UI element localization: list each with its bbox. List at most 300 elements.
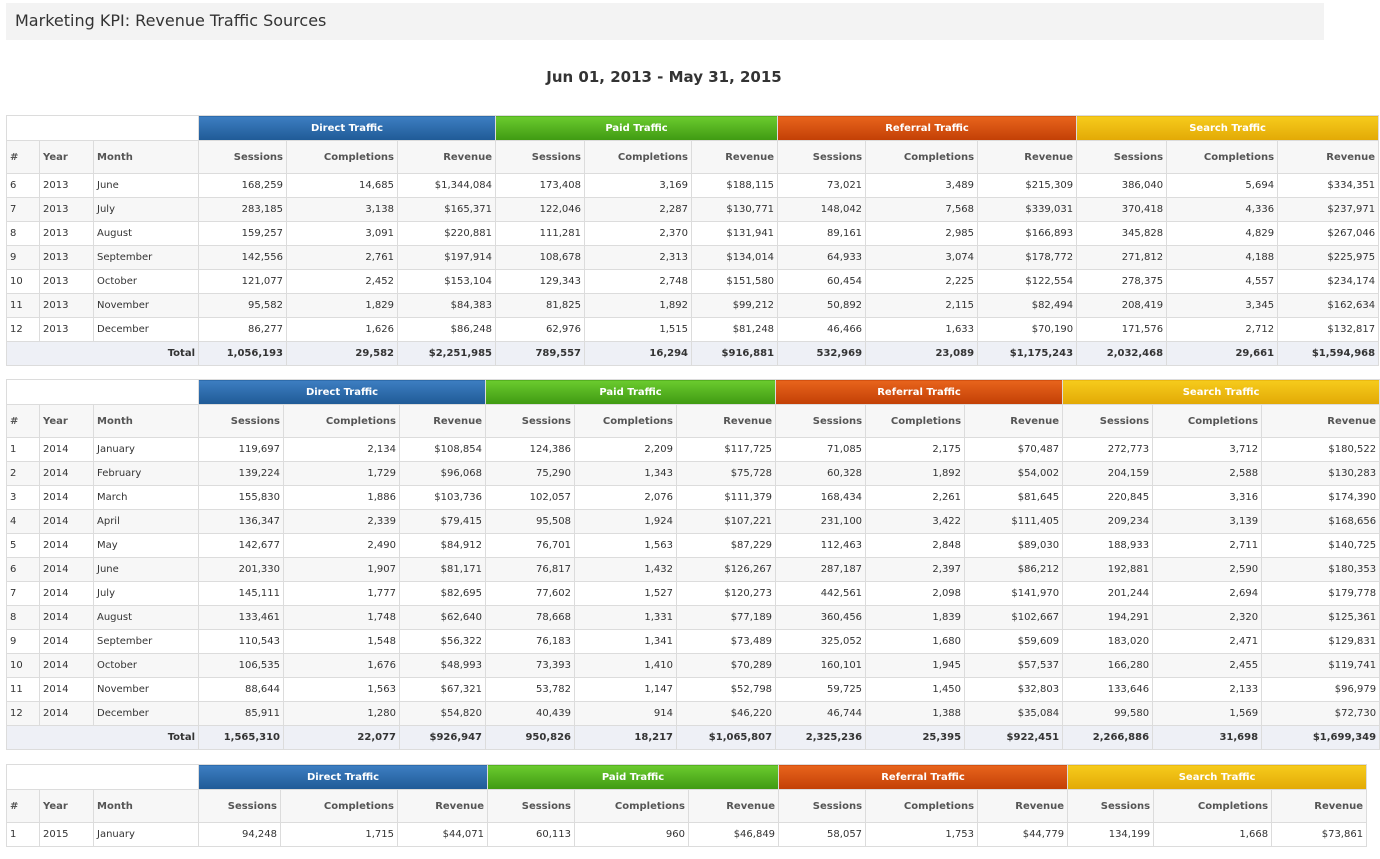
column-header-number[interactable]: # [7, 790, 40, 823]
column-header-sessions[interactable]: Sessions [496, 141, 585, 174]
table-cell: 1,563 [284, 678, 400, 702]
group-header-search-traffic: Search Traffic [1068, 765, 1367, 790]
table-cell: 3,139 [1153, 510, 1262, 534]
total-cell: $916,881 [692, 342, 778, 366]
table-cell: 8 [7, 606, 40, 630]
table-cell: 160,101 [776, 654, 866, 678]
table-cell: January [94, 823, 199, 847]
column-header-number[interactable]: # [7, 141, 40, 174]
table-row [7, 294, 1379, 318]
table-cell: 2014 [40, 462, 94, 486]
column-header-completions[interactable]: Completions [575, 405, 677, 438]
column-header-sessions[interactable]: Sessions [778, 141, 866, 174]
table-cell: $44,071 [398, 823, 488, 847]
table-cell: $237,971 [1278, 198, 1379, 222]
table-cell: October [94, 654, 199, 678]
table-cell: 2,209 [575, 438, 677, 462]
column-header-revenue[interactable]: Revenue [677, 405, 776, 438]
table-cell: 283,185 [199, 198, 287, 222]
table-cell: 134,199 [1068, 823, 1154, 847]
table-cell: 4,557 [1167, 270, 1278, 294]
table-cell: $72,730 [1262, 702, 1380, 726]
table-cell: $339,031 [978, 198, 1077, 222]
column-header-number[interactable]: # [7, 405, 40, 438]
total-label: Total [7, 342, 199, 366]
table-cell: 2,134 [284, 438, 400, 462]
total-cell: 16,294 [585, 342, 692, 366]
table-cell: 73,393 [486, 654, 575, 678]
table-cell: 183,020 [1063, 630, 1153, 654]
table-cell: 188,933 [1063, 534, 1153, 558]
column-header-revenue[interactable]: Revenue [978, 141, 1077, 174]
column-header-revenue[interactable]: Revenue [692, 141, 778, 174]
table-cell: September [94, 630, 199, 654]
table-cell: $1,344,084 [398, 174, 496, 198]
table-cell: 1,715 [281, 823, 398, 847]
table-cell: 345,828 [1077, 222, 1167, 246]
total-cell: $1,065,807 [677, 726, 776, 750]
total-cell: 1,565,310 [199, 726, 284, 750]
table-cell: 110,543 [199, 630, 284, 654]
table-cell: 4,188 [1167, 246, 1278, 270]
table-cell: 75,290 [486, 462, 575, 486]
table-cell: $62,640 [400, 606, 486, 630]
table-cell: 2,490 [284, 534, 400, 558]
table-row [7, 606, 1380, 630]
table-cell: $32,803 [965, 678, 1063, 702]
table-cell: June [94, 174, 199, 198]
table-cell: $84,383 [398, 294, 496, 318]
table-cell: 3,345 [1167, 294, 1278, 318]
table-cell: June [94, 558, 199, 582]
table-cell: $220,881 [398, 222, 496, 246]
table-cell: $126,267 [677, 558, 776, 582]
table-cell: $117,725 [677, 438, 776, 462]
table-cell: December [94, 702, 199, 726]
table-cell: $108,854 [400, 438, 486, 462]
table-cell: 133,461 [199, 606, 284, 630]
total-cell: 29,661 [1167, 342, 1278, 366]
table-cell: 94,248 [199, 823, 281, 847]
total-cell: 532,969 [778, 342, 866, 366]
table-cell: 95,582 [199, 294, 287, 318]
table-cell: 2,588 [1153, 462, 1262, 486]
column-header-year[interactable]: Year [40, 405, 94, 438]
column-header-sessions[interactable]: Sessions [776, 405, 866, 438]
table-cell: May [94, 534, 199, 558]
table-cell: 102,057 [486, 486, 575, 510]
table-cell: 1,680 [866, 630, 965, 654]
table-cell: 1,924 [575, 510, 677, 534]
table-cell: 2,115 [866, 294, 978, 318]
table-cell: 2,225 [866, 270, 978, 294]
table-cell: 14,685 [287, 174, 398, 198]
table-cell: 325,052 [776, 630, 866, 654]
column-header-year[interactable]: Year [40, 790, 94, 823]
table-cell: $151,580 [692, 270, 778, 294]
group-header-paid-traffic: Paid Traffic [488, 765, 779, 790]
column-header-completions[interactable]: Completions [866, 790, 978, 823]
table-cell: 209,234 [1063, 510, 1153, 534]
column-header-completions[interactable]: Completions [1154, 790, 1272, 823]
table-cell: 1,450 [866, 678, 965, 702]
table-cell: $54,002 [965, 462, 1063, 486]
table-cell: 60,454 [778, 270, 866, 294]
total-cell: 18,217 [575, 726, 677, 750]
table-cell: 2,985 [866, 222, 978, 246]
table-cell: 9 [7, 630, 40, 654]
table-cell: 3,074 [866, 246, 978, 270]
group-header-search-traffic: Search Traffic [1063, 380, 1380, 405]
group-header-referral-traffic: Referral Traffic [778, 116, 1077, 141]
table-cell: 2014 [40, 438, 94, 462]
table-cell: $188,115 [692, 174, 778, 198]
table-cell: $96,068 [400, 462, 486, 486]
table-cell: 124,386 [486, 438, 575, 462]
table-cell: 168,259 [199, 174, 287, 198]
table-cell: 58,057 [779, 823, 866, 847]
traffic-group-header-row [7, 116, 1379, 141]
column-header-completions[interactable]: Completions [866, 405, 965, 438]
column-header-sessions[interactable]: Sessions [1068, 790, 1154, 823]
table-cell: 2014 [40, 678, 94, 702]
group-header-referral-traffic: Referral Traffic [779, 765, 1068, 790]
column-header-sessions[interactable]: Sessions [199, 141, 287, 174]
total-cell: $2,251,985 [398, 342, 496, 366]
column-header-revenue[interactable]: Revenue [398, 790, 488, 823]
table-cell: 1,892 [585, 294, 692, 318]
table-cell: 2014 [40, 654, 94, 678]
table-cell: 148,042 [778, 198, 866, 222]
table-cell: 62,976 [496, 318, 585, 342]
table-cell: 2,471 [1153, 630, 1262, 654]
table-cell: 99,580 [1063, 702, 1153, 726]
column-header-sessions[interactable]: Sessions [1077, 141, 1167, 174]
table-cell: $84,912 [400, 534, 486, 558]
table-cell: $52,798 [677, 678, 776, 702]
table-cell: $174,390 [1262, 486, 1380, 510]
table-cell: 370,418 [1077, 198, 1167, 222]
column-header-completions[interactable]: Completions [281, 790, 398, 823]
table-cell: $131,941 [692, 222, 778, 246]
total-cell: 25,395 [866, 726, 965, 750]
table-cell: 1,280 [284, 702, 400, 726]
column-header-sessions[interactable]: Sessions [486, 405, 575, 438]
table-cell: August [94, 606, 199, 630]
kpi-table-2013 [6, 115, 1379, 366]
table-cell: $179,778 [1262, 582, 1380, 606]
table-cell: 108,678 [496, 246, 585, 270]
table-cell: $130,771 [692, 198, 778, 222]
table-cell: 1,945 [866, 654, 965, 678]
table-cell: 121,077 [199, 270, 287, 294]
table-cell: 1,729 [284, 462, 400, 486]
table-row [7, 534, 1380, 558]
table-cell: $130,283 [1262, 462, 1380, 486]
group-header-direct-traffic: Direct Traffic [199, 380, 486, 405]
table-cell: 1,907 [284, 558, 400, 582]
table-cell: $75,728 [677, 462, 776, 486]
table-cell: $79,415 [400, 510, 486, 534]
table-cell: 11 [7, 678, 40, 702]
table-cell: 2014 [40, 486, 94, 510]
group-header-paid-traffic: Paid Traffic [486, 380, 776, 405]
table-cell: 2014 [40, 630, 94, 654]
column-header-revenue[interactable]: Revenue [1272, 790, 1367, 823]
table-cell: 122,046 [496, 198, 585, 222]
column-header-revenue[interactable]: Revenue [398, 141, 496, 174]
total-cell: $1,175,243 [978, 342, 1077, 366]
table-cell: 278,375 [1077, 270, 1167, 294]
table-cell: $86,248 [398, 318, 496, 342]
table-cell: April [94, 510, 199, 534]
column-header-completions[interactable]: Completions [1167, 141, 1278, 174]
table-cell: 3,169 [585, 174, 692, 198]
table-cell: 50,892 [778, 294, 866, 318]
column-header-revenue[interactable]: Revenue [689, 790, 779, 823]
column-header-completions[interactable]: Completions [585, 141, 692, 174]
table-cell: $82,695 [400, 582, 486, 606]
table-cell: $215,309 [978, 174, 1077, 198]
traffic-group-header-row [7, 380, 1380, 405]
column-header-completions[interactable]: Completions [866, 141, 978, 174]
table-cell: 1,829 [287, 294, 398, 318]
column-header-month[interactable]: Month [94, 790, 199, 823]
column-header-revenue[interactable]: Revenue [978, 790, 1068, 823]
total-cell: 2,325,236 [776, 726, 866, 750]
total-cell: $922,451 [965, 726, 1063, 750]
table-cell: 7 [7, 582, 40, 606]
table-cell: 2013 [40, 270, 94, 294]
table-cell: $225,975 [1278, 246, 1379, 270]
table-cell: 112,463 [776, 534, 866, 558]
total-cell: 2,266,886 [1063, 726, 1153, 750]
column-header-completions[interactable]: Completions [1153, 405, 1262, 438]
table-row [7, 678, 1380, 702]
table-cell: 1,147 [575, 678, 677, 702]
table-cell: 168,434 [776, 486, 866, 510]
table-cell: 442,561 [776, 582, 866, 606]
table-cell: 1 [7, 823, 40, 847]
table-cell: August [94, 222, 199, 246]
table-cell: 2,761 [287, 246, 398, 270]
table-cell: 89,161 [778, 222, 866, 246]
table-cell: 133,646 [1063, 678, 1153, 702]
column-header-revenue[interactable]: Revenue [400, 405, 486, 438]
table-cell: 142,556 [199, 246, 287, 270]
table-cell: 6 [7, 174, 40, 198]
table-cell: 129,343 [496, 270, 585, 294]
table-cell: $132,817 [1278, 318, 1379, 342]
table-cell: 2,313 [585, 246, 692, 270]
table-cell: 194,291 [1063, 606, 1153, 630]
table-cell: 2,712 [1167, 318, 1278, 342]
table-cell: $111,379 [677, 486, 776, 510]
table-cell: 11 [7, 294, 40, 318]
table-cell: $73,489 [677, 630, 776, 654]
table-cell: 1,676 [284, 654, 400, 678]
table-cell: 2,339 [284, 510, 400, 534]
table-cell: 78,668 [486, 606, 575, 630]
total-cell: $1,594,968 [1278, 342, 1379, 366]
table-row [7, 510, 1380, 534]
table-cell: $46,220 [677, 702, 776, 726]
table-cell: 2,287 [585, 198, 692, 222]
table-cell: 12 [7, 702, 40, 726]
table-cell: 139,224 [199, 462, 284, 486]
table-cell: 231,100 [776, 510, 866, 534]
table-cell: 1,839 [866, 606, 965, 630]
table-cell: 271,812 [1077, 246, 1167, 270]
table-cell: 64,933 [778, 246, 866, 270]
table-row [7, 246, 1379, 270]
group-header-search-traffic: Search Traffic [1077, 116, 1379, 141]
table-cell: 1,388 [866, 702, 965, 726]
table-cell: 2,175 [866, 438, 965, 462]
column-header-completions[interactable]: Completions [287, 141, 398, 174]
table-cell: $134,014 [692, 246, 778, 270]
table-cell: $140,725 [1262, 534, 1380, 558]
table-cell: $153,104 [398, 270, 496, 294]
table-cell: 2014 [40, 606, 94, 630]
table-cell: 2,848 [866, 534, 965, 558]
table-row [7, 198, 1379, 222]
table-cell: $67,321 [400, 678, 486, 702]
table-cell: 60,328 [776, 462, 866, 486]
table-row [7, 558, 1380, 582]
table-cell: $178,772 [978, 246, 1077, 270]
column-header-revenue[interactable]: Revenue [1278, 141, 1379, 174]
table-cell: $89,030 [965, 534, 1063, 558]
table-row [7, 438, 1380, 462]
table-cell: 73,021 [778, 174, 866, 198]
table-cell: 71,085 [776, 438, 866, 462]
group-header-referral-traffic: Referral Traffic [776, 380, 1063, 405]
table-row [7, 174, 1379, 198]
column-header-completions[interactable]: Completions [575, 790, 689, 823]
table-cell: 2,320 [1153, 606, 1262, 630]
table-cell: 4,829 [1167, 222, 1278, 246]
table-cell: 2015 [40, 823, 94, 847]
total-cell: 2,032,468 [1077, 342, 1167, 366]
table-cell: $81,645 [965, 486, 1063, 510]
table-cell: 4,336 [1167, 198, 1278, 222]
column-header-sessions[interactable]: Sessions [779, 790, 866, 823]
column-header-month[interactable]: Month [94, 405, 199, 438]
table-cell: 201,330 [199, 558, 284, 582]
table-cell: $234,174 [1278, 270, 1379, 294]
column-header-revenue[interactable]: Revenue [1262, 405, 1380, 438]
table-cell: $120,273 [677, 582, 776, 606]
table-cell: 81,825 [496, 294, 585, 318]
column-header-row [7, 141, 1379, 174]
table-cell: 1,331 [575, 606, 677, 630]
total-cell: 31,698 [1153, 726, 1262, 750]
table-row [7, 630, 1380, 654]
table-cell: 1,753 [866, 823, 978, 847]
total-cell: $1,699,349 [1262, 726, 1380, 750]
table-cell: 171,576 [1077, 318, 1167, 342]
table-cell: November [94, 294, 199, 318]
table-cell: 155,830 [199, 486, 284, 510]
column-header-sessions[interactable]: Sessions [199, 405, 284, 438]
page-title-bar [6, 3, 1324, 40]
table-cell: 166,280 [1063, 654, 1153, 678]
table-cell: 220,845 [1063, 486, 1153, 510]
table-cell: 2014 [40, 510, 94, 534]
column-header-sessions[interactable]: Sessions [488, 790, 575, 823]
column-header-row [7, 405, 1380, 438]
table-cell: $122,554 [978, 270, 1077, 294]
table-cell: $141,970 [965, 582, 1063, 606]
table-cell: 111,281 [496, 222, 585, 246]
table-cell: $70,190 [978, 318, 1077, 342]
table-cell: 3,316 [1153, 486, 1262, 510]
table-cell: February [94, 462, 199, 486]
total-cell: 29,582 [287, 342, 398, 366]
table-cell: 3,422 [866, 510, 965, 534]
table-cell: 119,697 [199, 438, 284, 462]
table-cell: 159,257 [199, 222, 287, 246]
total-cell: $926,947 [400, 726, 486, 750]
date-range-heading: Jun 01, 2013 - May 31, 2015 [546, 68, 782, 86]
table-cell: 208,419 [1077, 294, 1167, 318]
table-cell: 3,091 [287, 222, 398, 246]
table-cell: 106,535 [199, 654, 284, 678]
table-cell: 10 [7, 654, 40, 678]
total-cell: 23,089 [866, 342, 978, 366]
table-cell: October [94, 270, 199, 294]
table-cell: 12 [7, 318, 40, 342]
table-cell: 3,138 [287, 198, 398, 222]
table-cell: 1,892 [866, 462, 965, 486]
column-header-month[interactable]: Month [94, 141, 199, 174]
table-cell: $82,494 [978, 294, 1077, 318]
total-row [7, 342, 1379, 366]
table-cell: $44,779 [978, 823, 1068, 847]
table-cell: 2013 [40, 318, 94, 342]
column-header-year[interactable]: Year [40, 141, 94, 174]
table-cell: 85,911 [199, 702, 284, 726]
table-cell: $48,993 [400, 654, 486, 678]
column-header-revenue[interactable]: Revenue [965, 405, 1063, 438]
table-cell: 40,439 [486, 702, 575, 726]
table-cell: 142,677 [199, 534, 284, 558]
table-cell: 1,410 [575, 654, 677, 678]
table-cell: $73,861 [1272, 823, 1367, 847]
table-cell: 60,113 [488, 823, 575, 847]
table-cell: January [94, 438, 199, 462]
group-header-direct-traffic: Direct Traffic [199, 116, 496, 141]
table-cell: $129,831 [1262, 630, 1380, 654]
table-cell: 4 [7, 510, 40, 534]
table-cell: $165,371 [398, 198, 496, 222]
table-cell: $197,914 [398, 246, 496, 270]
table-cell: 76,183 [486, 630, 575, 654]
total-cell: 1,056,193 [199, 342, 287, 366]
table-cell: $59,609 [965, 630, 1063, 654]
group-header-spacer [7, 116, 199, 141]
table-cell: 76,701 [486, 534, 575, 558]
column-header-sessions[interactable]: Sessions [1063, 405, 1153, 438]
table-cell: 2013 [40, 222, 94, 246]
table-cell: 9 [7, 246, 40, 270]
column-header-completions[interactable]: Completions [284, 405, 400, 438]
table-cell: September [94, 246, 199, 270]
column-header-sessions[interactable]: Sessions [199, 790, 281, 823]
table-cell: $70,289 [677, 654, 776, 678]
table-cell: $180,353 [1262, 558, 1380, 582]
